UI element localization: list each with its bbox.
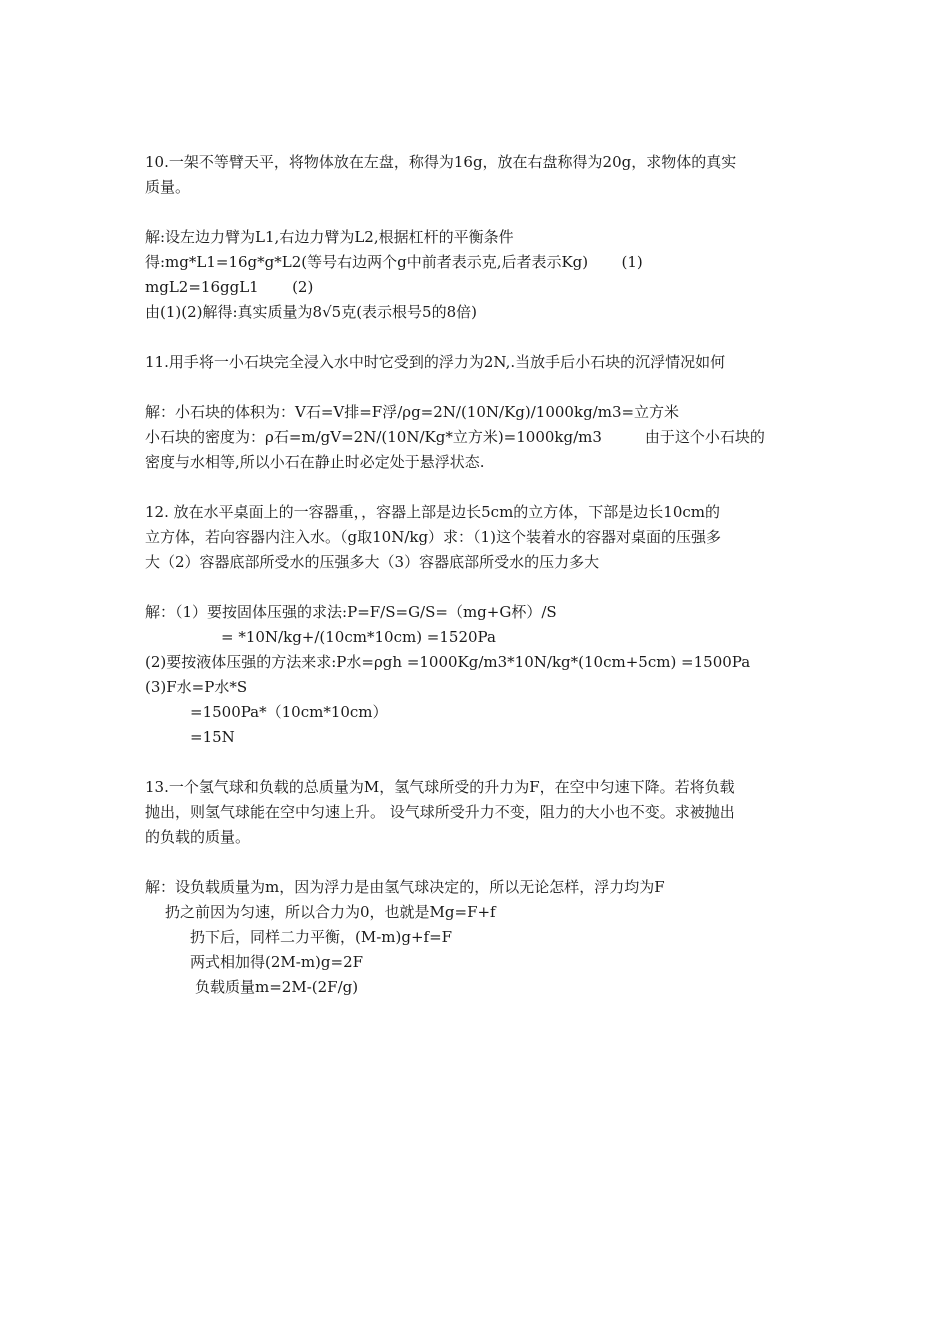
question-text: 13.一个氢气球和负载的总质量为M，氢气球所受的升力为F，在空中匀速下降。若将负载 [145,778,735,796]
answer-text: 扔下后，同样二力平衡，(M-m)g+f=F [190,928,453,946]
answer-text: 由(1)(2)解得:真实质量为8√5克(表示根号5的8倍) [145,303,477,321]
question-text: 立方体，若向容器内注入水。（g取10N/kg）求：（1)这个装着水的容器对桌面的压强多 [145,528,721,546]
question-13 [145,775,810,850]
answer-11 [145,400,810,475]
question-text: 大（2）容器底部所受水的压强多大（3）容器底部所受水的压力多大 [145,553,600,571]
question-10 [145,150,810,200]
question-text: 抛出，则氢气球能在空中匀速上升。 设气球所受升力不变，阻力的大小也不变。求被抛出 [145,803,735,821]
answer-12 [145,600,810,750]
answer-text: 两式相加得(2M-m)g=2F [190,953,364,971]
answer-text: =1500Pa*（10cm*10cm） [190,703,388,721]
answer-text: (2)要按液体压强的方法来求:P水=ρgh =1000Kg/m3*10N/kg*(10cm+5cm) =1500Pa [145,653,751,671]
question-text: 的负载的质量。 [145,828,251,846]
answer-10 [145,225,810,325]
answer-text: (3)F水=P水*S [145,678,248,696]
question-11 [145,350,810,375]
answer-text: = *10N/kg+/(10cm*10cm) =1520Pa [221,628,496,646]
question-text: 质量。 [145,178,191,196]
answer-text: 解：（1）要按固体压强的求法:P=F/S=G/S=（mg+G杯）/S [145,603,557,621]
question-text: 12. 放在水平桌面上的一容器重，，容器上部是边长5cm的立方体，下部是边长10cm的 [145,503,721,521]
answer-text: 得:mg*L1=16g*g*L2(等号右边两个g中前者表示克,后者表示Kg) (1) [145,253,643,271]
answer-text: 扔之前因为匀速，所以合力为0，也就是Mg=F+f [165,903,496,921]
answer-text: 负载质量m=2M-(2F/g) [195,978,359,996]
answer-text: 解:设左边力臂为L1,右边力臂为L2,根据杠杆的平衡条件 [145,228,514,246]
question-text: 11.用手将一小石块完全浸入水中时它受到的浮力为2N,.当放手后小石块的沉浮情况如何 [145,353,726,371]
answer-text: mgL2=16ggL1 (2) [145,278,314,296]
document-page [145,150,810,1025]
question-text: 10.一架不等臂天平，将物体放在左盘，称得为16g，放在右盘称得为20g，求物体的真实 [145,153,737,171]
answer-text: 密度与水相等,所以小石在静止时必定处于悬浮状态. [145,453,485,471]
question-12 [145,500,810,575]
answer-text: 解：小石块的体积为：V石=V排=F浮/ρg=2N/(10N/Kg)/1000kg/m3=立方米 [145,403,680,421]
answer-13 [145,875,810,1000]
answer-text: 小石块的密度为：ρ石=m/gV=2N/(10N/Kg*立方米)=1000kg/m3 由于这个小石块的 [145,428,765,446]
answer-text: 解：设负载质量为m，因为浮力是由氢气球决定的，所以无论怎样，浮力均为F [145,878,665,896]
answer-text: =15N [190,728,235,746]
